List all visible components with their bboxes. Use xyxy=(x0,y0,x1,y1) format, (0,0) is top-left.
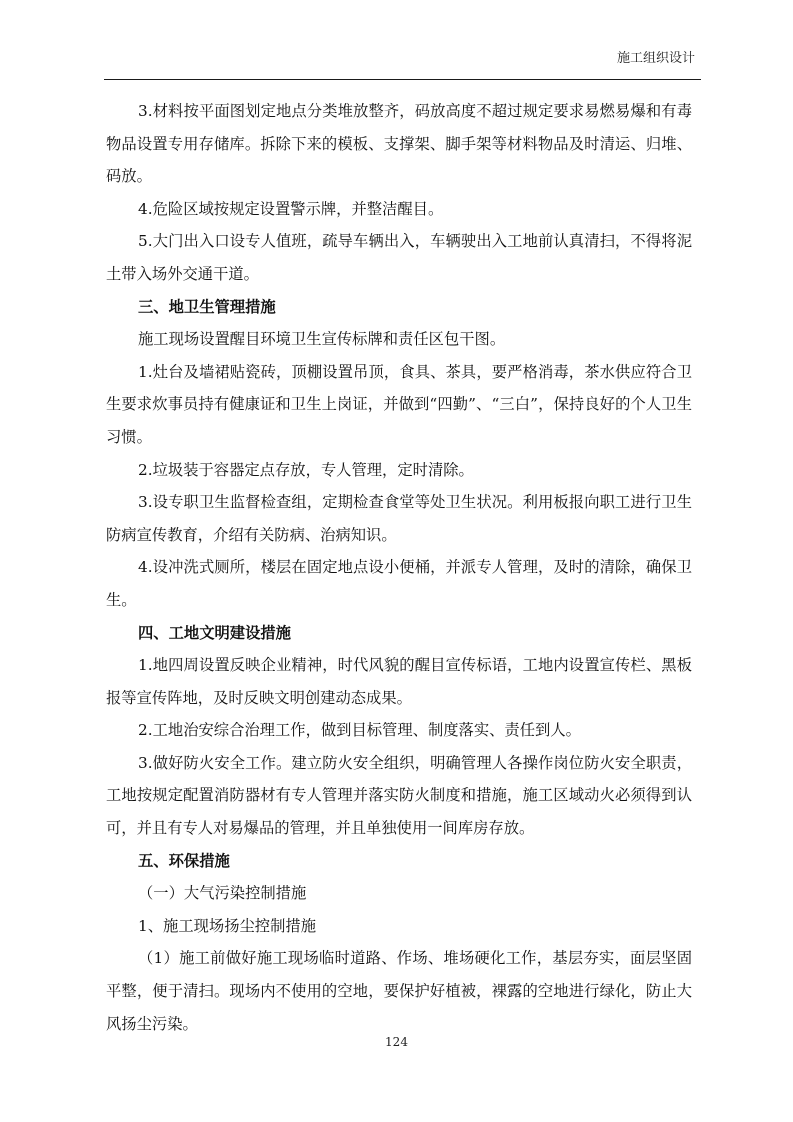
body-paragraph: 2.垃圾装于容器定点存放，专人管理，定时清除。 xyxy=(138,460,474,479)
running-header-title: 施工组织设计 xyxy=(616,51,695,66)
document-body xyxy=(106,95,692,1040)
body-paragraph: 3.材料按平面图划定地点分类堆放整齐，码放高度不超过规定要求易燃易爆和有毒物品设置专用存储库。拆除下来的模板、支撑架、脚手架等材料物品及时清运、归堆、码放。 xyxy=(106,102,692,186)
body-paragraph: 3.设专职卫生监督检查组，定期检查食堂等处卫生状况。利用板报向职工进行卫生防病宣传教育，介绍有关防病、治病知识。 xyxy=(106,493,692,544)
subsection-heading: （一）大气污染控制措施 xyxy=(138,884,307,903)
page-number: 124 xyxy=(385,1035,408,1049)
section-heading: 三、地卫生管理措施 xyxy=(138,297,276,316)
body-paragraph: 1.地四周设置反映企业精神，时代风貌的醒目宣传标语，工地内设置宣传栏、黑板报等宣传阵地，及时反映文明创建动态成果。 xyxy=(106,656,692,707)
item-heading: 1、施工现场扬尘控制措施 xyxy=(138,916,316,935)
body-paragraph: 4.危险区域按规定设置警示牌，并整洁醒目。 xyxy=(138,199,444,218)
body-paragraph: 施工现场设置醒目环境卫生宣传标牌和责任区包干图。 xyxy=(138,330,506,349)
section-heading: 五、环保措施 xyxy=(138,851,230,870)
body-paragraph: 1.灶台及墙裙贴瓷砖，顶棚设置吊顶，食具、茶具，要严格消毒，茶水供应符合卫生要求炊事员持有健康证和卫生上岗证，并做到“四勤”、“三白”，保持良好的个人卫生习惯。 xyxy=(106,362,692,446)
body-paragraph: 4.设冲洗式厕所，楼层在固定地点设小便桶，并派专人管理，及时的清除，确保卫生。 xyxy=(106,558,692,609)
body-paragraph: 5.大门出入口设专人值班，疏导车辆出入，车辆驶出入工地前认真清扫，不得将泥土带入场外交通干道。 xyxy=(106,232,692,283)
body-paragraph: 3.做好防火安全工作。建立防火安全组织，明确管理人各操作岗位防火安全职责，工地按规定配置消防器材有专人管理并落实防火制度和措施，施工区域动火必须得到认可，并且有专人对易爆品的管理，并且单独使用一间库房存放。 xyxy=(106,753,692,838)
header-divider xyxy=(104,79,701,80)
body-paragraph: 2.工地治安综合治理工作，做到目标管理、制度落实、责任到人。 xyxy=(138,721,581,740)
body-paragraph: （1）施工前做好施工现场临时道路、作场、堆场硬化工作，基层夯实，面层坚固平整，便于清扫。现场内不使用的空地，要保护好植被，裸露的空地进行绿化，防止大风扬尘污染。 xyxy=(106,949,692,1033)
section-heading: 四、工地文明建设措施 xyxy=(138,623,291,642)
